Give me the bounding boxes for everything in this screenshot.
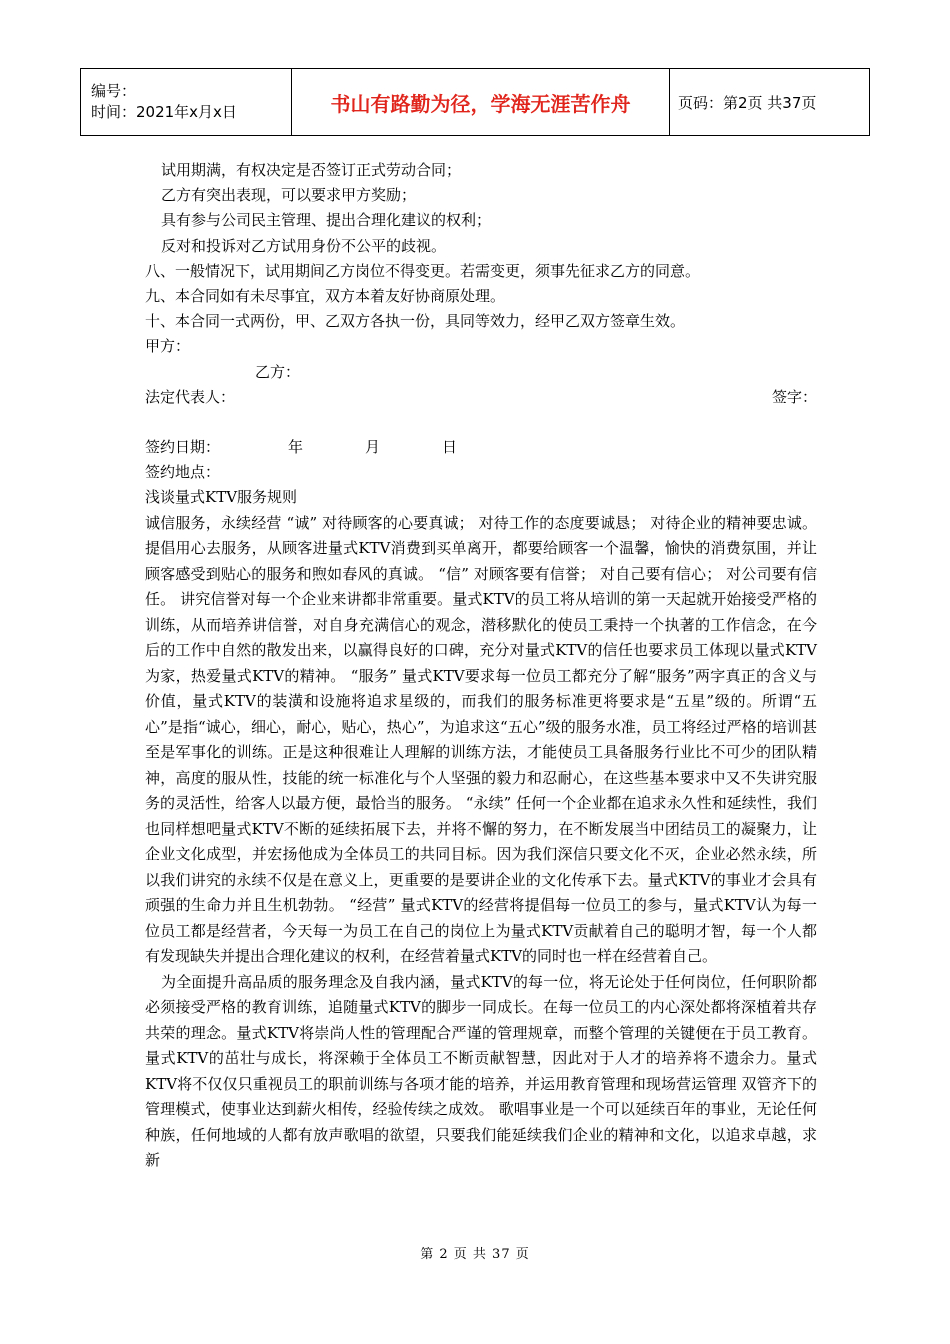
right-item: 试用期满，有权决定是否签订正式劳动合同； bbox=[161, 161, 462, 179]
date-label: 时间：2021年x月x日 bbox=[91, 103, 237, 121]
right-item: 具有参与公司民主管理、提出合理化建议的权利； bbox=[161, 211, 492, 230]
sign-label: 签字： bbox=[771, 387, 817, 406]
clause-8: 八、一般情况下，试用期间乙方岗位不得变更。若需变更，须事先征求乙方的同意。 bbox=[145, 261, 701, 280]
right-item: 乙方有突出表现，可以要求甲方奖励； bbox=[161, 186, 417, 205]
day-label: 日 bbox=[442, 438, 458, 457]
document-body bbox=[145, 158, 817, 1174]
header-page-info: 页码：第2页 共37页 bbox=[670, 69, 870, 136]
page-header bbox=[80, 68, 870, 136]
page-footer: 第 2 页 共 37 页 bbox=[420, 1247, 530, 1262]
month-label: 月 bbox=[365, 438, 381, 457]
signature-row bbox=[145, 385, 817, 410]
spacer bbox=[145, 410, 817, 435]
header-motto: 书山有路勤为径，学海无涯苦作舟 bbox=[292, 69, 670, 136]
clause-9: 九、本合同如有未尽事宜，双方本着友好协商原处理。 bbox=[145, 286, 506, 305]
clause-10: 十、本合同一式两份，甲、乙双方各执一份，具同等效力，经甲乙双方签章生效。 bbox=[145, 312, 686, 331]
header-meta bbox=[81, 69, 292, 136]
article-paragraph: 诚信服务，永续经营 “诚” 对待顾客的心要真诚； 对待工作的态度要诚恳； 对待企业的精神要忠诚。 提倡用心去服务，从顾客进量式KTV消费到买单离开，都要给顾客一个温馨，愉快的消费氛围，并让顾客感受到贴心的服务和煦如春风的真诚。 “信” 对顾客要有信誉； 对自己要有信心； 对公司要有信任。 讲究信誉对每一个企业来讲都非常重要。量式KTV的员工将从培训的第一天起就开始接受严格的训练，从而培养讲信誉，对自身充满信心的观念，潜移默化的使员工秉持一个执著的工作信念，在今后的工作中自然的散发出来，以赢得良好的口碑，充分对量式KTV的信任也要求员工体现以量式KTV为家，热爱量式KTV的精神。 “服务” 量式KTV要求每一位员工都充分了解“服务”两字真正的含义与价值，量式KTV的装潢和设施将追求星级的，而我们的服务标准更将要求是“五星”级的。所谓“五心”是指“诚心，细心，耐心，贴心，热心”，为追求这“五心”级的服务水准，员工将经过严格的培训甚至是军事化的训练。正是这种很难让人理解的训练方法，才能使员工具备服务行业比不可少的团队精神，高度的服从性，技能的统一标准化与个人坚强的毅力和忍耐心，在这些基本要求中又不失讲究服务的灵活性，给客人以最方便，最恰当的服务。 “永续” 任何一个企业都在追求永久性和延续性，我们也同样想吧量式KTV不断的延续拓展下去，并将不懈的努力，在不断发展当中团结员工的凝聚力，让企业文化成型，并宏扬他成为全体员工的共同目标。因为我们深信只要文化不灭，企业必然永续，所以我们讲究的永续不仅是在意义上，更重要的是要讲企业的文化传承下去。量式KTV的事业才会具有顽强的生命力并且生机勃勃。 “经营” 量式KTV的经营将提倡每一位员工的参与，量式KTV认为每一位员工都是经营者，今天每一为员工在自己的岗位上为量式KTV贡献着自己的聪明才智，每一个人都有发现缺失并提出合理化建议的权利，在经营着量式KTV的同时也一样在经营着自己。 bbox=[145, 513, 817, 966]
year-label: 年 bbox=[288, 438, 304, 457]
article-paragraph: 为全面提升高品质的服务理念及自我内涵，量式KTV的每一位，将无论处于任何岗位，任何职阶都必须接受严格的教育训练，追随量式KTV的脚步一同成长。在每一位员工的内心深处都将深植着共存共荣的理念。量式KTV将崇尚人性的管理配合严谨的管理规章，而整个管理的关键便在于员工教育。 量式KTV的茁壮与成长，将深赖于全体员工不断贡献智慧，因此对于人才的培养将不遗余力。量式KTV将不仅仅只重视员工的职前训练与各项才能的培养，并运用教育管理和现场营运管理 双管齐下的管理模式，使事业达到薪火相传，经验传续之成效。 歌唱事业是一个可以延续百年的事业，无论任何种族，任何地域的人都有放声歌唱的欲望，只要我们能延续我们企业的精神和文化，以追求卓越，求新 bbox=[145, 972, 817, 1170]
sign-place-label: 签约地点： bbox=[145, 463, 221, 482]
sign-date-row bbox=[145, 435, 817, 460]
number-label: 编号： bbox=[91, 82, 137, 100]
article-title: 浅谈量式KTV服务规则 bbox=[145, 488, 298, 507]
right-item: 反对和投诉对乙方试用身份不公平的歧视。 bbox=[161, 236, 447, 255]
party-a-label: 甲方： bbox=[145, 337, 191, 356]
sign-date-label: 签约日期： bbox=[145, 438, 221, 457]
party-b-label: 乙方： bbox=[255, 362, 301, 381]
legal-rep-label: 法定代表人： bbox=[145, 387, 236, 406]
